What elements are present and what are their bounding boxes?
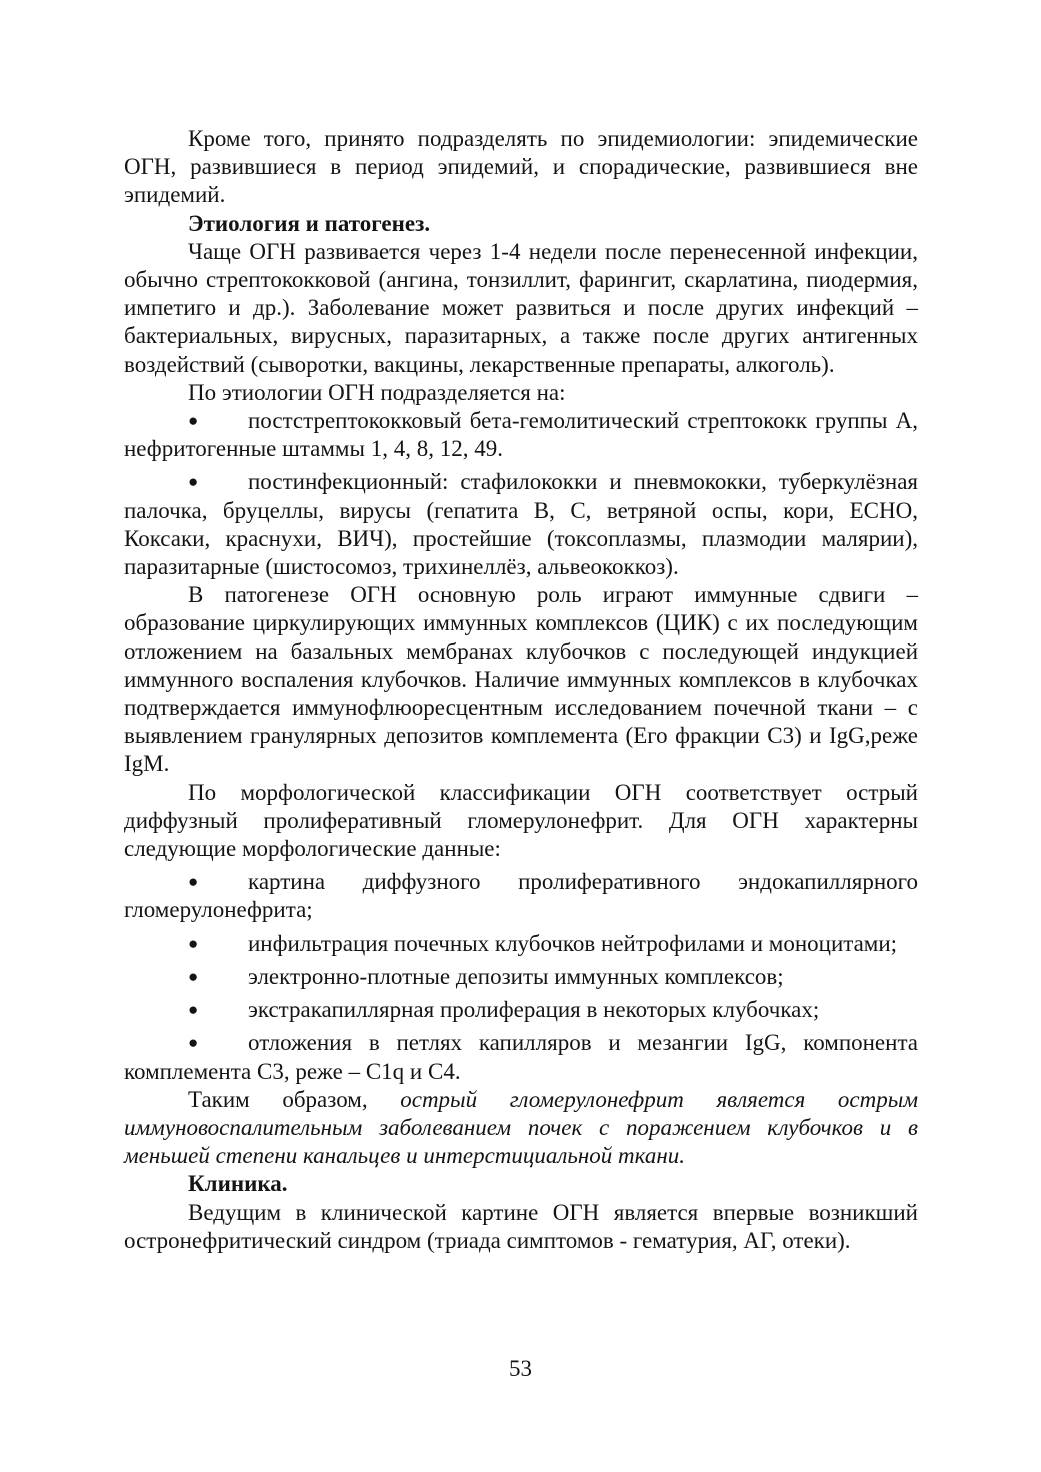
paragraph-pathogenesis: В патогенезе ОГН основную роль играют иммунные сдвиги – образование циркулирующих иммунных комплексов (ЦИК) с их последующим отложением на базальных мембранах клубочков с последующей индукцией иммунного воспаления клубочков. Наличие иммунных комплексов в клубочках подтверждается иммунофлюоресцентным исследованием почечной ткани – с выявлением гранулярных депозитов комплемента (Его фракции С3) и IgG,реже IgM. <box>124 582 918 777</box>
definition-emphasis: острый гломерулонефрит является острым иммуновоспалительным заболеванием почек с поражением клубочков и в меньшей степени канальцев и интерстициальной ткани. <box>124 1086 918 1169</box>
paragraph-etiology: Чаще ОГН развивается через 1-4 недели после перенесенной инфекции, обычно стрептококковой (ангина, тонзиллит, фарингит, скарлатина, пиодермия, импетиго и др.). Заболевание может развиться и после других инфекций – бактериальных, вирусных, паразитарных, а также после других антигенных воздействий (сыворотки, вакцины, лекарственные препараты, алкоголь). <box>124 238 918 377</box>
bullet-icon: ● <box>188 472 199 492</box>
list-item-poststreptococcal <box>124 407 918 463</box>
list-item-text: экстракапиллярная пролиферация в некоторых клубочках; <box>248 997 820 1023</box>
list-item-text: инфильтрация почечных клубочков нейтрофилами и моноцитами; <box>248 930 898 956</box>
list-item-postinfectious <box>124 468 918 581</box>
list-item-text: картина диффузного пролиферативного эндокапиллярного гломерулонефрита; <box>124 869 918 923</box>
heading-etiology: Этиология и патогенез. <box>188 210 431 236</box>
page-number: 53 <box>509 1356 532 1381</box>
list-item-morphology-2 <box>124 930 918 958</box>
bullet-icon: ● <box>188 966 199 986</box>
paragraph-clinic: Ведущим в клинической картине ОГН является впервые возникший остронефритический синдром (триада симптомов - гематурия, АГ, отеки). <box>124 1199 918 1253</box>
list-item-text: электронно-плотные депозиты иммунных комплексов; <box>248 963 784 989</box>
list-item-morphology-4 <box>124 996 918 1024</box>
paragraph-etiology-classification: По этиологии ОГН подразделяется на: <box>188 379 566 405</box>
list-item-text: постинфекционный: стафилококки и пневмококки, туберкулёзная палочка, бруцеллы, вирусы (гепатита В, С, ветряной оспы, кори, ЕСНО, Коксаки, краснухи, ВИЧ), простейшие (токсоплазмы, плазмодии малярии), паразитарные (шистосомоз, трихинеллёз, альвеококкоз). <box>124 469 918 580</box>
bullet-icon: ● <box>188 1000 199 1020</box>
list-item-text: постстрептококковый бета-гемолитический стрептококк группы А, нефритогенные штаммы 1, 4, 8, 12, 49. <box>124 408 918 462</box>
bullet-icon: ● <box>188 872 199 892</box>
list-item-text: отложения в петлях капилляров и мезангии IgG, компонента комплемента С3, реже – С1q и С4. <box>124 1030 918 1084</box>
bullet-icon: ● <box>188 411 199 431</box>
paragraph-epidemiology: Кроме того, принято подразделять по эпидемиологии: эпидемические ОГН, развившиеся в период эпидемий, и спорадические, развившиеся вне эпидемий. <box>124 126 918 208</box>
paragraph-definition <box>124 1086 918 1171</box>
heading-clinic: Клиника. <box>188 1171 288 1197</box>
page-body <box>124 125 918 1255</box>
paragraph-morphology: По морфологической классификации ОГН соответствует острый диффузный пролиферативный гломерулонефрит. Для ОГН характерны следующие морфологические данные: <box>124 779 918 862</box>
bullet-icon: ● <box>188 933 199 953</box>
definition-lead: Таким образом, <box>188 1086 368 1112</box>
list-item-morphology-5 <box>124 1029 918 1085</box>
bullet-icon: ● <box>188 1033 199 1053</box>
list-item-morphology-1 <box>124 868 918 924</box>
list-item-morphology-3 <box>124 963 918 991</box>
